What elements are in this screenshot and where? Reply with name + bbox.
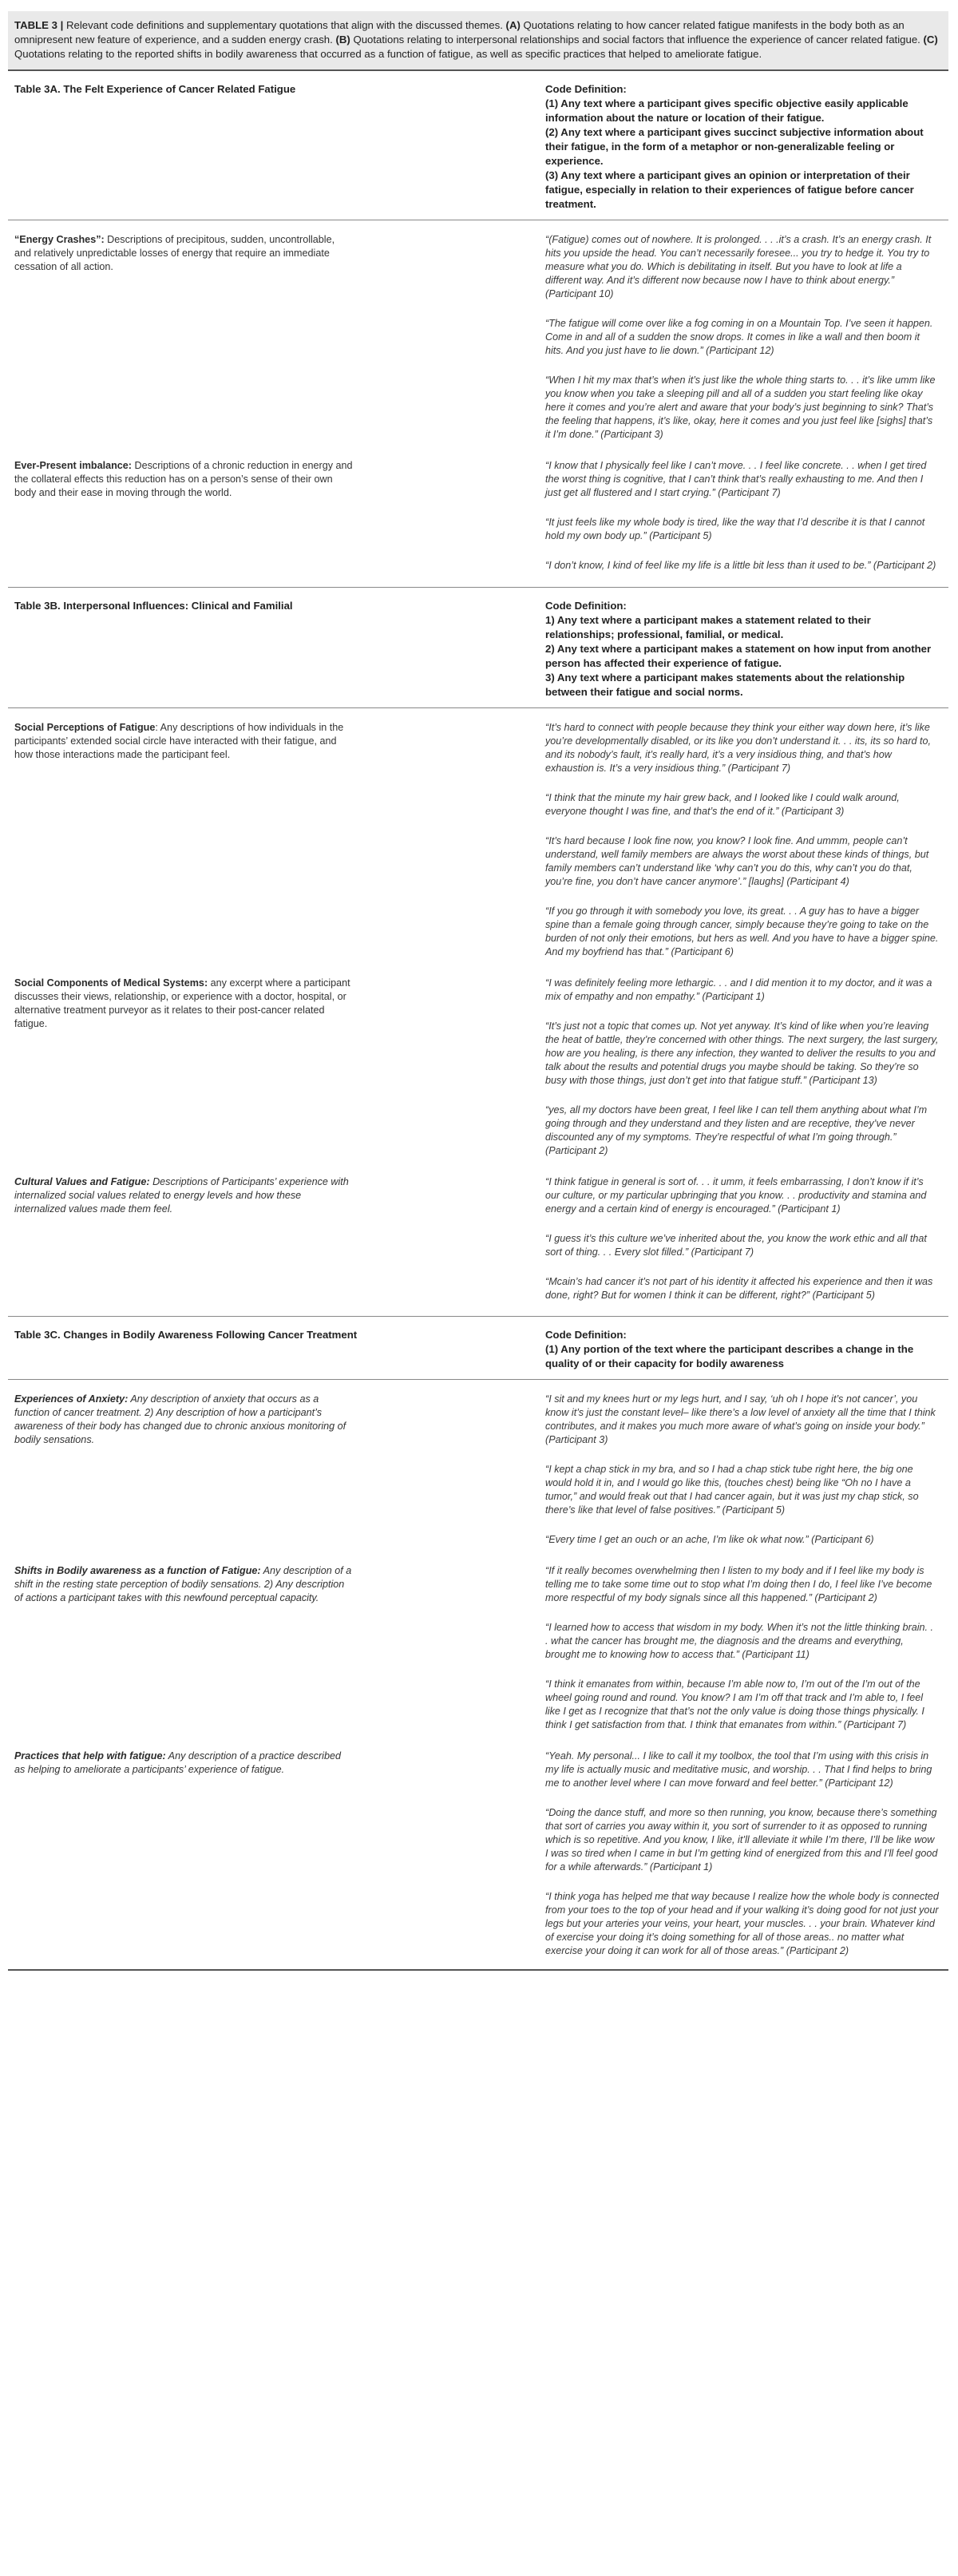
quotation: “I kept a chap stick in my bra, and so I had a chap stick tube right here, the big one would hold it in, and I would go like this, (touches chest) being like “Oh no I have a tumor,” and would freak out that I had cancer again, but it was just my chap stick, so there’s like that level of false positives.” (Participant 5) xyxy=(545,1464,919,1516)
quotation: “I think fatigue in general is sort of. . . it umm, it feels embarrassing, I don’t know if it’s our culture, or my particular upbringing that you know. . . productivity and stamina and energy and a certain kind of energy is encouraged.” (Participant 1) xyxy=(545,1175,927,1215)
quotation: “I think it emanates from within, because I’m able now to, I’m out of the I’m out of the wheel going round and round. You know? I am I’m off that track and I’m able to, I feel like I get as I recognize that that’s not the only value is doing those things physically. I think I get satisfaction from that. I think that emanates from within.” (Participant 7) xyxy=(545,1678,924,1730)
section-header-row xyxy=(8,71,948,220)
theme-name: “Energy Crashes”: xyxy=(14,234,105,245)
caption-text-4: Quotations relating to the reported shifts in bodily awareness that occurred as a function of fatigue, as well as specific practices that helped to ameliorate fatigue. xyxy=(14,48,762,60)
theme-cell xyxy=(8,448,539,579)
caption-a-label: (A) xyxy=(505,19,521,31)
theme-name: Social Perceptions of Fatigue xyxy=(14,721,156,733)
section-header-row xyxy=(8,1317,948,1380)
section-title: Table 3A. The Felt Experience of Cancer Related Fatigue xyxy=(8,71,539,220)
quotation: “I don’t know, I kind of feel like my life is a little bit less than it used to be.” (Participant 2) xyxy=(545,560,936,571)
quotes-cell xyxy=(539,1738,948,1964)
theme-cell xyxy=(8,1553,539,1738)
theme-row xyxy=(8,1553,948,1738)
quotation: “I learned how to access that wisdom in my body. When it’s not the little thinking brain. . . what the cancer has brought me, the diagnosis and the dreams and everything, brought me to knowing how to access that.” (Participant 11) xyxy=(545,1622,934,1660)
quotes-cell xyxy=(539,448,948,579)
code-definition-cell xyxy=(539,1317,948,1380)
code-definition-item: (1) Any text where a participant gives specific objective easily applicable information about the nature or location of their fatigue. xyxy=(545,97,909,124)
quotation: “It’s just not a topic that comes up. Not yet anyway. It’s kind of like when you’re leaving the heat of battle, they’re concerned with other things. The next surgery, the last surgery, how are you healing, is there any infection, they wanted to deliver the results to you and talk about the results and potential drugs you maybe should be taking. So they’re so busy with those things, just don’t get into that fatigue stuff.” (Participant 13) xyxy=(545,1020,939,1086)
code-definition-cell xyxy=(539,587,948,707)
theme-name: Social Components of Medical Systems: xyxy=(14,977,208,989)
quotes-cell xyxy=(539,1164,948,1309)
quotation: “I sit and my knees hurt or my legs hurt, and I say, ‘uh oh I hope it’s not cancer’, you know it’s just the constant level– like there’s a low level of anxiety all the time that I think contributes, and it makes you much more aware of what’s going on inside your body.” (Participant 3) xyxy=(545,1393,936,1445)
quotation: “yes, all my doctors have been great, I feel like I can tell them anything about what I’m going through and they understand and they listen and are receptive, they’ve never discounted any of my symptoms. They’re respectful of what I’m going through.” (Participant 2) xyxy=(545,1104,928,1156)
quotes-cell xyxy=(539,707,948,965)
theme-definition: Any description of anxiety that occurs as a function of cancer treatment. 2) Any description of how a participant’s awareness of their body has changed due to chronic anxious monitoring of bodily sensations. xyxy=(14,1393,346,1445)
quotation: “The fatigue will come over like a fog coming in on a Mountain Top. I’ve seen it happen. Come in and all of a sudden the snow drops. It comes in like a wall and then boom it hits. And you just have to lie down.” (Participant 12) xyxy=(545,318,933,356)
theme-definition: Descriptions of a chronic reduction in energy and the collateral effects this reduction has on a person’s sense of their own body and their ease in moving through the world. xyxy=(14,460,353,498)
section-header-row xyxy=(8,587,948,707)
theme-row xyxy=(8,965,948,1164)
code-definition-heading: Code Definition: xyxy=(545,83,627,95)
caption-c-label: (C) xyxy=(923,34,938,46)
code-definition-heading: Code Definition: xyxy=(545,599,627,612)
caption-b-label: (B) xyxy=(335,34,350,46)
quotes-cell xyxy=(539,1553,948,1738)
section-title: Table 3C. Changes in Bodily Awareness Following Cancer Treatment xyxy=(8,1317,539,1380)
code-definition-item: 3) Any text where a participant makes statements about the relationship between their fatigue and social norms. xyxy=(545,671,905,698)
theme-name: Experiences of Anxiety: xyxy=(14,1393,129,1405)
quotation: “I know that I physically feel like I can’t move. . . I feel like concrete. . . when I get tired the worst thing is cognitive, that I can’t think that’s really exhausting to me. And then I just get all flustered and I start crying.” (Participant 7) xyxy=(545,460,927,498)
theme-row xyxy=(8,448,948,579)
quotation: “I guess it’s this culture we’ve inherited about the, you know the work ethic and all that sort of thing. . . Every slot filled.” (Participant 7) xyxy=(545,1232,927,1258)
quotation: “Doing the dance stuff, and more so then running, you know, because there’s something that sort of carries you away within it, you sort of surrender to it as opposed to running which is so repetitive. And you know, I like, it’ll alleviate it while I’m there, I’ll be like wow I was so tired when I came in but I’m getting kind of energized from this and I’ll feel good for a while afterwards.” (Participant 1) xyxy=(545,1807,938,1873)
table-caption xyxy=(8,11,948,69)
theme-definition: Any description of a practice described as helping to ameliorate a participants’ experience of fatigue. xyxy=(14,1750,341,1775)
code-definition-item: 1) Any text where a participant makes a statement related to their relationships; professional, familial, or medical. xyxy=(545,613,871,640)
bottom-rule xyxy=(8,1969,948,1971)
theme-cell xyxy=(8,220,539,449)
quotes-cell xyxy=(539,965,948,1164)
theme-definition: Any description of a shift in the resting state perception of bodily sensations. 2) Any description of actions a participant takes with this newfound perceptual capacity. xyxy=(14,1565,352,1603)
code-definition-item: 2) Any text where a participant makes a statement on how input from another person has affected their experience of fatigue. xyxy=(545,642,932,669)
theme-cell xyxy=(8,707,539,965)
theme-row xyxy=(8,220,948,449)
code-definition-item: (1) Any portion of the text where the participant describes a change in the quality of or their capacity for bodily awareness xyxy=(545,1343,914,1369)
code-definition-cell xyxy=(539,71,948,220)
table-body xyxy=(8,71,948,1964)
theme-definition: Descriptions of Participants’ experience with internalized social values related to energy levels and how these internalized values made them feel. xyxy=(14,1175,349,1215)
quotation: “It’s hard to connect with people because they think your either way down here, it’s like you’re developmentally disabled, or its like you don’t understand it. . . its, its so hard to, and its nobody’s fault, it’s really hard, it’s a very insidious thing, and that’s how exhaustion is. It’s a very insidious thing.” (Participant 7) xyxy=(545,721,932,774)
section-title: Table 3B. Interpersonal Influences: Clinical and Familial xyxy=(8,587,539,707)
theme-cell xyxy=(8,1380,539,1554)
quotes-cell xyxy=(539,1380,948,1554)
theme-row xyxy=(8,1738,948,1964)
code-definition-item: (2) Any text where a participant gives succinct subjective information about their fatigue, in the form of a metaphor or non-generalizable feeling or experience. xyxy=(545,126,924,167)
quotation: “If it really becomes overwhelming then I listen to my body and if I feel like my body is telling me to take some time out to stop what I’m doing then I do, I feel like I’ve become more respectful of my body signals since all this happened.” (Participant 2) xyxy=(545,1565,932,1603)
theme-cell xyxy=(8,1738,539,1964)
quotation: “If you go through it with somebody you love, its great. . . A guy has to have a bigger spine than a female going through cancer, simply because they’re going to take on the burden of not only their emotions, but hers as well. And you have to have a bigger spine. And my boyfriend has that.” (Participant 6) xyxy=(545,905,939,957)
section-divider xyxy=(8,579,948,587)
caption-text-2: Quotations relating to how cancer related fatigue manifests in the body both as an omnipresent new feature of experience, and a sudden energy crash. xyxy=(14,19,905,46)
theme-name: Shifts in Bodily awareness as a function of Fatigue: xyxy=(14,1565,261,1576)
caption-text-3: Quotations relating to interpersonal relationships and social factors that influence the experience of cancer related fatigue. xyxy=(350,34,924,46)
code-definition-item: (3) Any text where a participant gives an opinion or interpretation of their fatigue, especially in relation to their experiences of fatigue before cancer treatment. xyxy=(545,169,914,210)
section-divider xyxy=(8,1309,948,1317)
theme-definition: Descriptions of precipitous, sudden, uncontrollable, and relatively unpredictable losses of energy that require an immediate cessation of all action. xyxy=(14,234,335,272)
quotation: “Mcain’s had cancer it’s not part of his identity it affected his experience and then it was done, right? But for women I think it can be different, right?” (Participant 5) xyxy=(545,1275,933,1301)
theme-cell xyxy=(8,965,539,1164)
quotation: “I think yoga has helped me that way because I realize how the whole body is connected from your toes to the top of your head and if your walking it’s doing good for not just your legs but your arteries your veins, your heart, your muscles. . . your brain. Whatever kind of exercise your doing it’s doing something for all of those areas.. no matter what exercise your doing it can work for all of those areas.” (Participant 2) xyxy=(545,1891,939,1956)
quotation: “Yeah. My personal... I like to call it my toolbox, the tool that I’m using with this crisis in my life is actually music and meditative music, and worship. . . That I find helps to bring me to another level where I can move forward and feel better.” (Participant 12) xyxy=(545,1750,932,1789)
quotation: “It just feels like my whole body is tired, like the way that I’d describe it is that I cannot hold my own body up.” (Participant 5) xyxy=(545,517,925,541)
quotation: “Every time I get an ouch or an ache, I’m like ok what now.” (Participant 6) xyxy=(545,1534,874,1545)
caption-text-1: Relevant code definitions and supplementary quotations that align with the discussed themes. xyxy=(63,19,506,31)
theme-definition: any excerpt where a participant discusses their views, relationship, or experience with a doctor, hospital, or alternative treatment purveyor as it relates to their post-cancer related fatigue. xyxy=(14,977,350,1029)
quotation: “I think that the minute my hair grew back, and I looked like I could walk around, everyone thought I was fine, and that’s the end of it.” (Participant 3) xyxy=(545,791,900,817)
quotation: “It’s hard because I look fine now, you know? I look fine. And ummm, people can’t understand, well family members are always the worst about these kinds of things, but family members can’t understand like ‘why can’t you do this, why can’t you do that, you’re fine, you don’t have cancer anymore’.” [laughs] (Participant 4) xyxy=(545,834,929,887)
theme-name: Practices that help with fatigue: xyxy=(14,1750,166,1762)
theme-row xyxy=(8,1164,948,1309)
code-definition-heading: Code Definition: xyxy=(545,1329,627,1341)
theme-definition: : Any descriptions of how individuals in the participants’ extended social circle have interacted with their fatigue, and how those interactions made the participant feel. xyxy=(14,721,344,760)
quotation: “(Fatigue) comes out of nowhere. It is prolonged. . . .it’s a crash. It’s an energy crash. It hits you upside the head. You can’t necessarily foresee... you try to hedge it. You try to measure what you do. Which is debilitating in itself. But you have to look at life a different way. And it’s different now because now I have to think about energy.” (Participant 10) xyxy=(545,234,932,299)
theme-row xyxy=(8,1380,948,1554)
code-table xyxy=(8,71,948,1964)
caption-label: TABLE 3 | xyxy=(14,19,64,31)
theme-cell xyxy=(8,1164,539,1309)
theme-row xyxy=(8,707,948,965)
quotation: “When I hit my max that’s when it’s just like the whole thing starts to. . . it’s like umm like you know when you take a sleeping pill and all of a sudden you start feeling like okay here it comes and you’re alert and aware that your body’s just beginning to sink? That’s the feeling that happens, it’s like, okay, here it comes and you just feel like [sighs] that’s it I’m done.” (Participant 3) xyxy=(545,375,936,440)
quotation: “I was definitely feeling more lethargic. . . and I did mention it to my doctor, and it was a mix of empathy and non empathy.” (Participant 1) xyxy=(545,977,932,1002)
theme-name: Ever-Present imbalance: xyxy=(14,460,132,471)
quotes-cell xyxy=(539,220,948,449)
theme-name: Cultural Values and Fatigue: xyxy=(14,1175,150,1187)
